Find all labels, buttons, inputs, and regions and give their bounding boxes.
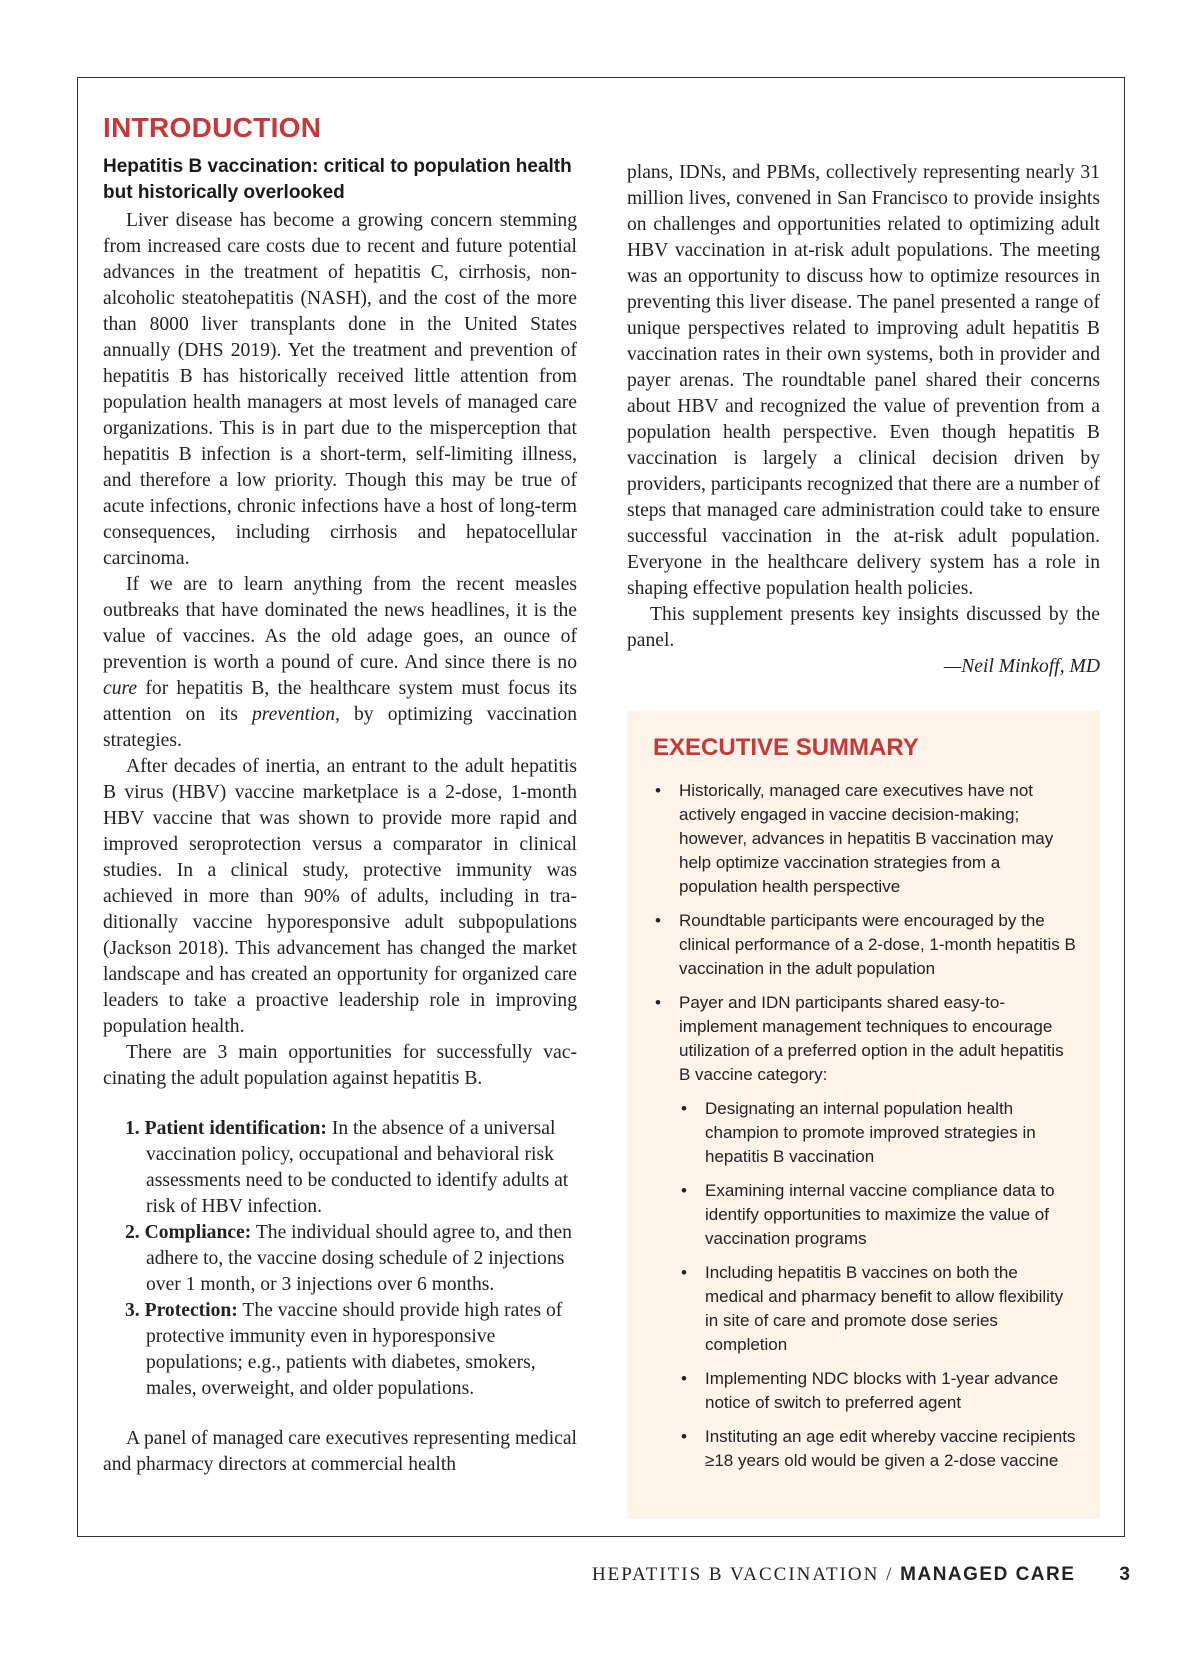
intro-paragraph-1: Liver disease has become a growing concern stemming from increased care costs due to recent and future potential advances in the treatment of hepatitis C, cirrhosis, non-alcoholic steatohepatitis (NASH), and the cost of the more than 8000 liver transplants done in the United States annually (DHS 2019). Yet the treatment and prevention of hepatitis B has historically received little attention from population health managers at most levels of managed care organizations. This is in part due to the misperception that hepatitis B infection is a short-term, self-limiting illness, and therefore a low priority. Though this may be true of acute infections, chronic infections have a host of long-term consequences, including cirrhosis and hepatocellular carcinoma. xyxy=(103,210,577,569)
footer-title: HEPATITIS B VACCINATION / xyxy=(591,1564,894,1585)
page-footer xyxy=(592,1564,1130,1586)
intro-subheading: Hepatitis B vaccination: critical to population health but historically overlooked xyxy=(103,156,572,203)
summary-sublist xyxy=(679,1097,1078,1473)
list-item: • Instituting an age edit whereby vaccine recipients ≥18 years old would be given a 2-dose vaccine xyxy=(681,1427,1076,1470)
bullet-icon: • xyxy=(681,1263,687,1282)
list-item: • Including hepatitis B vaccines on both the medical and pharmacy benefit to allow flexibility in site of care and promote dose series completion xyxy=(681,1263,1064,1354)
opportunities-list xyxy=(103,1116,577,1402)
page-number: 3 xyxy=(1119,1564,1130,1585)
footer-section: MANAGED CARE xyxy=(900,1564,1076,1585)
bullet-icon: • xyxy=(681,1427,687,1446)
intro-paragraph-3: After decades of inertia, an entrant to the adult hepatitis B virus (HBV) vaccine marketplace is a 2-dose, 1-month HBV vaccine that was shown to provide more rapid and improved seroprotection versus a comparator in clinical studies. In a clinical study, protective immunity was achieved in more than 90% of adults, including in traditionally vaccine hyporesponsive adult subpopulations (Jackson 2018). This advancement has changed the market landscape and has created an opportunity for organized care leaders to take a proactive leadership role in improving population health. xyxy=(103,756,577,1037)
list-item: • Examining internal vaccine compliance data to identify opportunities to maximize the value of vaccination programs xyxy=(681,1181,1055,1248)
right-paragraph-1: plans, IDNs, and PBMs, collectively representing nearly 31 million lives, convened in San Francisco to provide insights on challenges and opportunities related to optimizing adult HBV vaccination in at-risk adult populations. The meeting was an opportunity to discuss how to optimize resources in preventing this liver disease. The panel presented a range of unique perspectives related to improving adult hepatitis B vaccination rates in their own systems, both in provider and payer arenas. The roundtable panel shared their concerns about HBV and recognized the value of prevention from a population health perspective. Even though hepatitis B vaccination is largely a clinical decision driven by providers, participants recognized that there are a number of steps that managed care administration could take to ensure successful vaccination in the at-risk adult population. Everyone in the healthcare delivery system has a role in shaping effective population health policies. xyxy=(627,162,1100,599)
intro-paragraph-4: There are 3 main opportunities for successfully vaccinating the adult population against hepatitis B. xyxy=(103,1042,577,1089)
intro-paragraph-5: A panel of managed care executives representing medical and pharmacy directors at commercial health xyxy=(103,1428,577,1475)
list-item: 2. Compliance: The individual should agree to, and then adhere to, the vaccine dosing schedule of 2 injections over 1 month, or 3 injections over 6 months. xyxy=(125,1222,572,1295)
right-paragraph-2: This supplement presents key insights discussed by the panel. xyxy=(627,604,1100,651)
list-item: • Implementing NDC blocks with 1-year advance notice of switch to preferred agent xyxy=(681,1369,1059,1412)
list-item: 3. Protection: The vaccine should provide high rates of protective immunity even in hyporesponsive populations; e.g., patients with diabetes, smokers, males, overweight, and older populations. xyxy=(125,1300,563,1399)
bullet-icon: • xyxy=(681,1181,687,1200)
intro-paragraph-2: If we are to learn anything from the recent measles outbreaks that have dominated the news headlines, it is the value of vaccines. As the old adage goes, an ounce of prevention is worth a pound of cure. And since there is no cure for hepatitis B, the healthcare system must focus its attention on its prevention, by optimizing vaccination strategies. xyxy=(103,574,577,751)
author-signoff: —Neil Minkoff, MD xyxy=(943,656,1100,677)
bullet-icon: • xyxy=(655,911,661,930)
introduction-heading: INTRODUCTION xyxy=(103,112,322,143)
bullet-icon: • xyxy=(655,993,661,1012)
right-column xyxy=(627,160,1100,680)
executive-summary-box xyxy=(627,711,1100,1519)
bullet-icon: • xyxy=(681,1369,687,1388)
list-item: • Designating an internal population health champion to promote improved strategies in hepatitis B vaccination xyxy=(681,1099,1036,1166)
executive-summary-heading: EXECUTIVE SUMMARY xyxy=(653,734,919,761)
list-item: • Payer and IDN participants shared easy-to-implement management techniques to encourage utilization of a preferred option in the adult hepatitis B vaccine category: • Designating an internal population health champion to promote improved strategies in hepatitis B vaccination • Examining internal vaccine compliance data to identify opportunities to maximize the value of vaccination programs • Including hepatitis B vaccines on both the medical and pharmacy benefit to allow flexibility in site of care and promote dose series completion • Implementing NDC blocks with 1-year advance notice of switch to preferred agent • Instituting an age edit whereby vaccine recipients ≥18 years old would be given a 2-dose vaccine xyxy=(653,991,1078,1473)
summary-list xyxy=(653,779,1078,1473)
left-column xyxy=(103,112,577,1478)
list-item: • Historically, managed care executives have not actively engaged in vaccine decision-making; however, advances in hepatitis B vaccination may help optimize vaccination strategies from a population health perspective xyxy=(655,781,1054,896)
bullet-icon: • xyxy=(681,1099,687,1118)
list-item: • Roundtable participants were encouraged by the clinical performance of a 2-dose, 1-month hepatitis B vaccination in the adult population xyxy=(655,911,1076,978)
list-item: 1. Patient identification: In the absence of a universal vaccination policy, occupational and behavioral risk assessments need to be conducted to identify adults at risk of HBV infection. xyxy=(125,1118,569,1217)
bullet-icon: • xyxy=(655,781,661,800)
